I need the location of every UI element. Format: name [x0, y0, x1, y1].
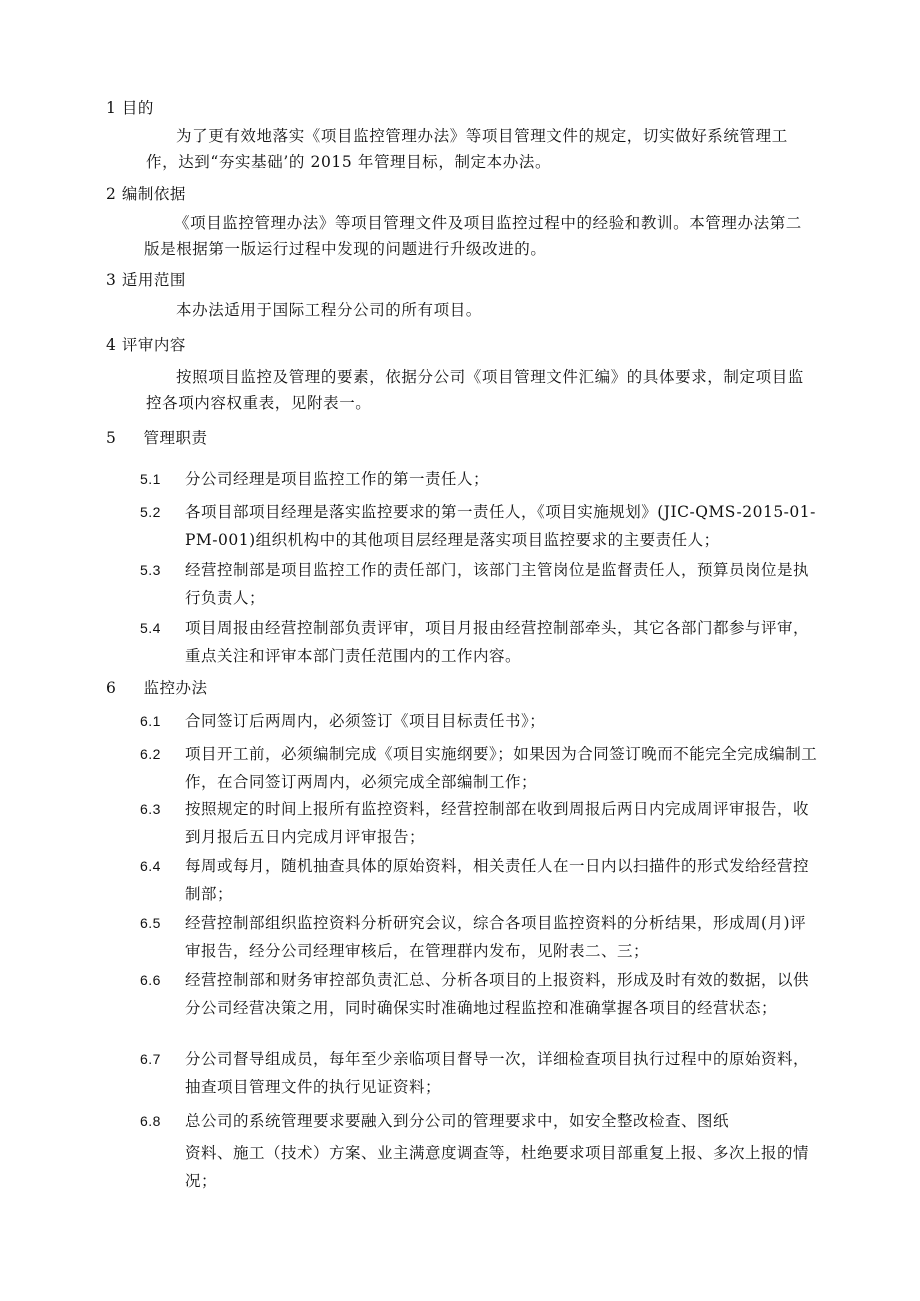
list-item-6-3 [140, 795, 820, 851]
item-number: 6.8 [140, 1113, 161, 1129]
section-number: 6 [106, 679, 117, 697]
section-number: 5 [106, 429, 117, 447]
item-number: 6.5 [140, 915, 161, 931]
item-text: 经营控制部和财务审控部负责汇总、分析各项目的上报资料，形成及时有效的数据，以供分公司经营决策之用，同时确保实时准确地过程监控和准确掌握各项目的经营状态； [185, 971, 810, 1017]
section-4-paragraph: 按照项目监控及管理的要素，依据分公司《项目管理文件汇编》的具体要求，制定项目监控各项内容权重表，见附表一。 [146, 368, 804, 412]
item-number: 6.1 [140, 713, 161, 729]
item-text: 按照规定的时间上报所有监控资料，经营控制部在收到周报后两日内完成周评审报告，收到月报后五日内完成月评审报告； [185, 800, 810, 846]
section-title: 目的 [121, 99, 154, 117]
item-number: 5.4 [140, 620, 161, 636]
section-3-paragraph: 本办法适用于国际工程分公司的所有项目。 [176, 301, 482, 319]
section-number: 3 [106, 271, 117, 289]
section-number: 2 [106, 185, 117, 203]
item-text: 各项目部项目经理是落实监控要求的第一责任人，《项目实施规划》(JIC-QMS-2015-01-PM-001)组织机构中的其他项目层经理是落实项目监控要求的主要责任人； [185, 503, 816, 549]
item-number: 6.3 [140, 801, 161, 817]
item-text-continued: 资料、施工（技术）方案、业主满意度调查等，杜绝要求项目部重复上报、多次上报的情况； [185, 1144, 810, 1190]
list-item-5-4 [140, 614, 820, 670]
section-title: 管理职责 [143, 429, 208, 447]
item-number: 5.3 [140, 562, 161, 578]
list-item-6-4 [140, 852, 820, 908]
section-title: 适用范围 [121, 271, 186, 289]
section-number: 4 [106, 336, 117, 354]
item-text: 经营控制部是项目监控工作的责任部门，该部门主管岗位是监督责任人，预算员岗位是执行负责人； [185, 561, 810, 607]
item-text: 分公司经理是项目监控工作的第一责任人； [185, 470, 490, 488]
item-text: 分公司督导组成员，每年至少亲临项目督导一次，详细检查项目执行过程中的原始资料，抽查项目管理文件的执行见证资料； [185, 1050, 810, 1096]
section-heading-1 [106, 96, 154, 118]
item-number: 6.6 [140, 972, 161, 988]
item-number: 5.1 [140, 471, 161, 487]
item-text: 合同签订后两周内，必须签订《项目目标责任书》； [185, 712, 546, 730]
list-item-6-5 [140, 909, 820, 965]
section-number: 1 [106, 99, 117, 117]
section-title: 编制依据 [121, 185, 186, 203]
section-heading-6 [106, 676, 207, 698]
list-item-5-3 [140, 556, 820, 612]
item-text: 每周或每月，随机抽查具体的原始资料，相关责任人在一日内以扫描件的形式发给经营控制部； [185, 857, 810, 903]
item-number: 6.4 [140, 858, 161, 874]
list-item-6-8 [140, 1107, 820, 1195]
list-item-6-7 [140, 1045, 820, 1101]
list-item-6-6 [140, 966, 820, 1022]
item-number: 6.2 [140, 746, 161, 762]
list-item-5-1 [140, 465, 820, 493]
section-heading-2 [106, 182, 186, 204]
item-text: 经营控制部组织监控资料分析研究会议，综合各项目监控资料的分析结果，形成周(月)评审报告，经分公司经理审核后，在管理群内发布，见附表二、三； [185, 914, 807, 960]
section-2-paragraph: 《项目监控管理办法》等项目管理文件及项目监控过程中的经验和教训。本管理办法第二版是根据第一版运行过程中发现的问题进行升级改进的。 [144, 214, 802, 258]
section-title: 监控办法 [143, 679, 208, 697]
item-number: 6.7 [140, 1051, 161, 1067]
item-text: 项目周报由经营控制部负责评审，项目月报由经营控制部牵头，其它各部门都参与评审，重点关注和评审本部门责任范围内的工作内容。 [185, 619, 810, 665]
section-heading-4 [106, 333, 186, 355]
item-text: 项目开工前，必须编制完成《项目实施纲要》；如果因为合同签订晚而不能完全完成编制工作，在合同签订两周内，必须完成全部编制工作； [185, 745, 818, 791]
item-number: 5.2 [140, 504, 161, 520]
section-title: 评审内容 [121, 336, 186, 354]
section-1-paragraph: 为了更有效地落实《项目监控管理办法》等项目管理文件的规定，切实做好系统管理工作，达到“夯实基础’的 2015 年管理目标，制定本办法。 [146, 127, 788, 171]
list-item-6-1 [140, 707, 820, 735]
section-heading-5 [106, 426, 207, 448]
section-heading-3 [106, 268, 186, 290]
item-text: 总公司的系统管理要求要融入到分公司的管理要求中，如安全整改检查、图纸 [185, 1112, 730, 1130]
list-item-5-2 [140, 498, 820, 554]
list-item-6-2 [140, 740, 820, 796]
